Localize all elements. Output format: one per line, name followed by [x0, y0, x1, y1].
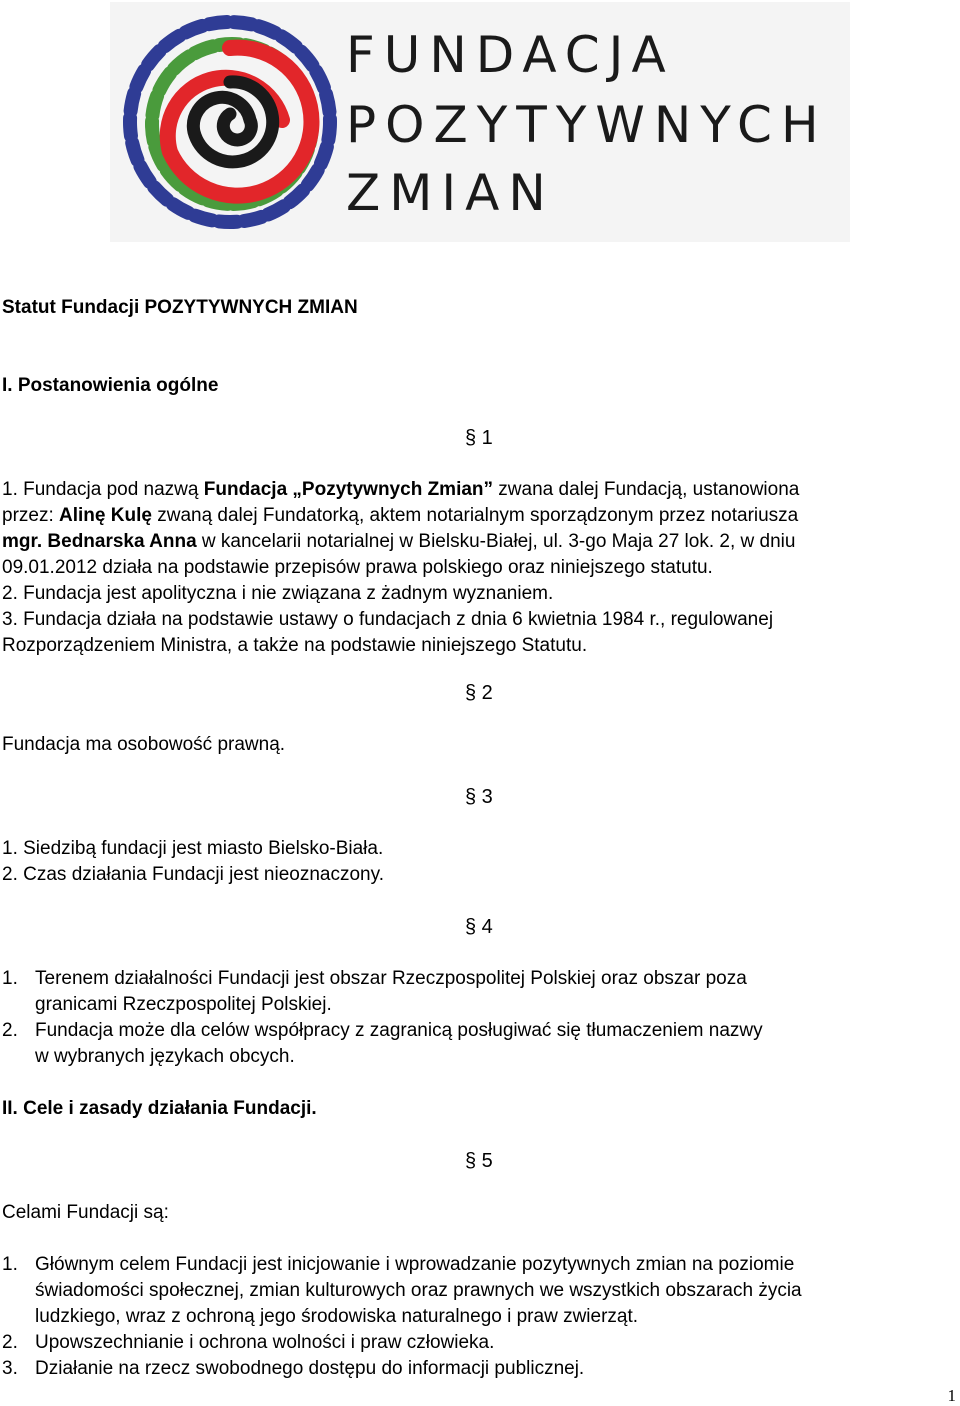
foundation-logo	[110, 2, 850, 242]
text-line: świadomości społecznej, zmian kulturowych oraz prawnych we wszystkich obszarach życia	[35, 1280, 802, 1301]
chapter-heading-1: I. Postanowienia ogólne	[2, 375, 219, 396]
text-line: Głównym celem Fundacji jest inicjowanie i wprowadzanie pozytywnych zmian na poziomie	[35, 1254, 795, 1275]
foundation-name: Fundacja „Pozytywnych Zmian”	[203, 479, 494, 500]
page-number: 1	[947, 1386, 956, 1405]
list-item	[35, 966, 747, 1018]
text-line: granicami Rzeczpospolitej Polskiej.	[35, 994, 332, 1015]
text: 1. Fundacja pod nazwą	[2, 479, 204, 500]
document-title: Statut Fundacji POZYTYWNYCH ZMIAN	[2, 297, 358, 318]
list-item	[35, 1018, 763, 1070]
text: w kancelarii notarialnej w Bielsku-Białej, ul. 3-go Maja 27 lok. 2, w dniu	[196, 531, 796, 552]
list-item	[35, 1252, 802, 1330]
text-line: 3. Fundacja działa na podstawie ustawy o fundacjach z dnia 6 kwietnia 1984 r., regulowanej	[2, 609, 774, 630]
text-line: ludzkiego, wraz z ochroną jego środowiska naturalnego i praw zwierząt.	[35, 1306, 639, 1327]
spiral-logo-icon	[110, 2, 350, 242]
list-number: 3.	[2, 1358, 18, 1379]
list-number: 2.	[2, 1020, 18, 1041]
section-3-heading: § 3	[465, 786, 493, 808]
list-number: 1.	[2, 968, 18, 989]
section-1-body	[2, 477, 952, 659]
text-line: Fundacja może dla celów współpracy z zagranicą posługiwać się tłumaczeniem nazwy	[35, 1020, 763, 1041]
section-1-heading: § 1	[465, 427, 493, 449]
text-line: 09.01.2012 działa na podstawie przepisów prawa polskiego oraz niniejszego statutu.	[2, 557, 713, 578]
section-2-body: Fundacja ma osobowość prawną.	[2, 734, 286, 755]
logo-text-line-2: POZYTYWNYCH	[346, 96, 828, 154]
founder-name: Alinę Kulę	[59, 505, 152, 526]
list-number: 2.	[2, 1332, 18, 1353]
text: zwana dalej Fundacją, ustanowiona	[493, 479, 800, 500]
section-5-heading: § 5	[465, 1150, 493, 1172]
notary-name: mgr. Bednarska Anna	[2, 531, 197, 552]
list-item: Działanie na rzecz swobodnego dostępu do informacji publicznej.	[35, 1358, 585, 1379]
section-5-intro: Celami Fundacji są:	[2, 1202, 169, 1223]
section-3-body	[2, 836, 952, 888]
text-line: 2. Fundacja jest apolityczna i nie związana z żadnym wyznaniem.	[2, 583, 554, 604]
chapter-heading-2: II. Cele i zasady działania Fundacji.	[2, 1098, 317, 1119]
logo-text-line-1: FUNDACJA	[346, 26, 675, 84]
text-line: w wybranych językach obcych.	[35, 1046, 295, 1067]
section-4-heading: § 4	[465, 916, 493, 938]
logo-text-line-3: ZMIAN	[346, 164, 555, 222]
text: zwaną dalej Fundatorką, aktem notarialnym sporządzonym przez notariusza	[151, 505, 799, 526]
text: przez:	[2, 505, 60, 526]
list-item: 2. Czas działania Fundacji jest nieoznaczony.	[2, 864, 384, 885]
list-item: Upowszechnianie i ochrona wolności i praw człowieka.	[35, 1332, 495, 1353]
list-item: 1. Siedzibą fundacji jest miasto Bielsko-Biała.	[2, 838, 384, 859]
list-number: 1.	[2, 1254, 18, 1275]
text-line: Terenem działalności Fundacji jest obszar Rzeczpospolitej Polskiej oraz obszar poza	[35, 968, 747, 989]
text-line: Rozporządzeniem Ministra, a także na podstawie niniejszego Statutu.	[2, 635, 588, 656]
section-2-heading: § 2	[465, 682, 493, 704]
